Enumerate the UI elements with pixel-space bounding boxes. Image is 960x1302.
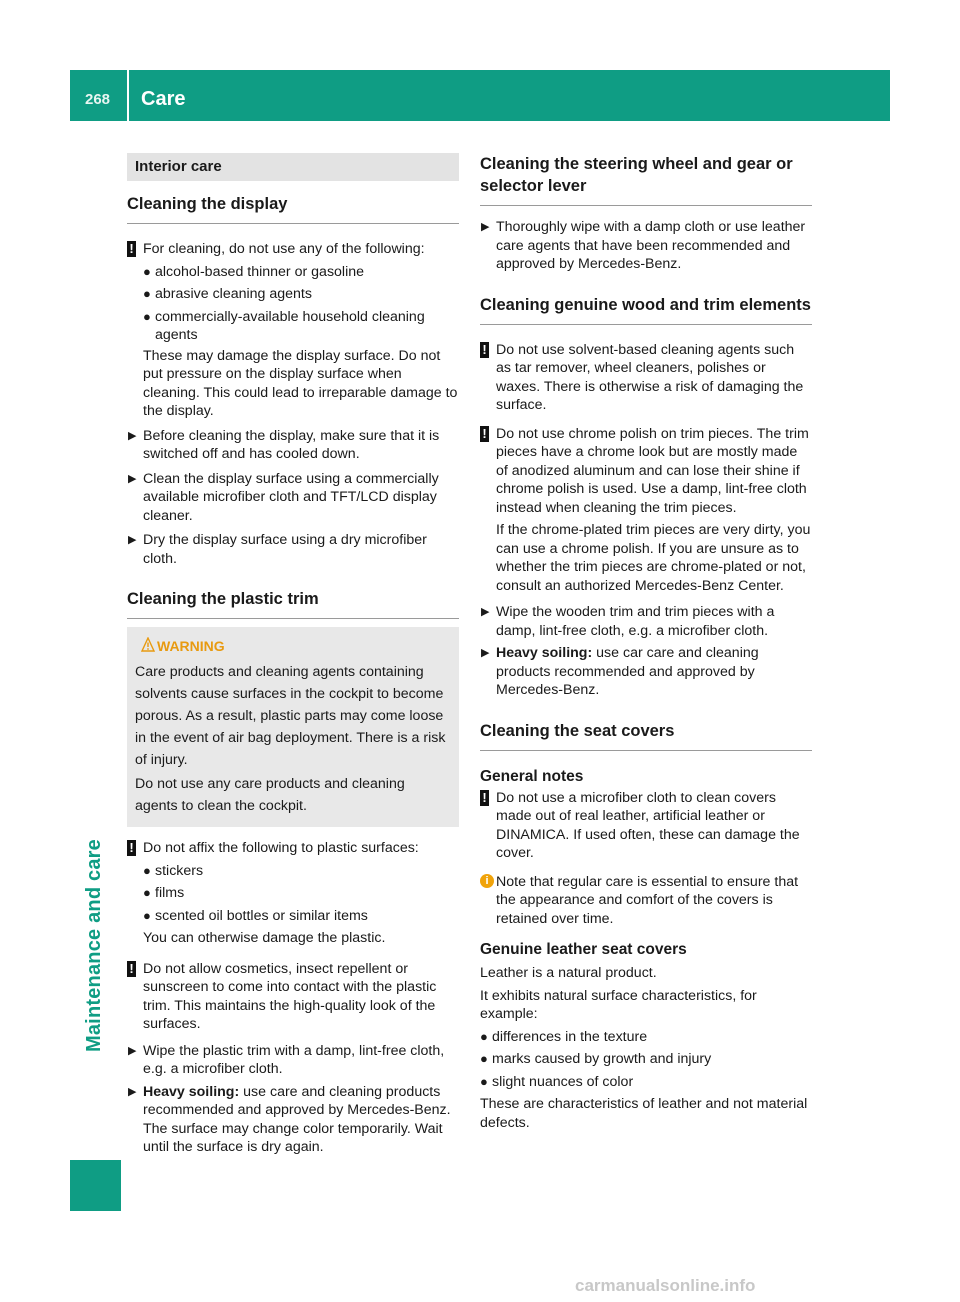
step-item: ▶ Dry the display surface using a dry microfiber cloth. xyxy=(128,532,427,567)
bullet-icon: ● xyxy=(143,308,151,324)
surface-note: The surface may change color temporarily. Wait until the surface is dry again. xyxy=(143,1120,443,1155)
microfiber-warning-note: ! Do not use a microfiber cloth to clean covers made out of real leather, artificial leather or DINAMICA. If used often, these can damage the cover. xyxy=(480,789,812,863)
arrow-right-icon: ▶ xyxy=(128,472,137,485)
arrow-right-icon: ▶ xyxy=(128,429,137,442)
exclamation-icon: ! xyxy=(480,426,489,442)
wood-warning-note: ! Do not use solvent-based cleaning agents such as tar remover, wheel cleaners, polishes or waxes. There is otherwise a risk of damaging the surface. xyxy=(480,341,812,415)
warning-box xyxy=(127,627,459,827)
exclamation-icon: ! xyxy=(127,961,136,977)
step-item: ▶ Thoroughly wipe with a damp cloth or use leather care agents that have been recommended and approved by Mercedes-Benz. xyxy=(481,219,806,272)
leather-text-1: Leather is a natural product. xyxy=(480,965,657,981)
list-item: ● alcohol-based thinner or gasoline xyxy=(143,263,365,280)
display-warning-note xyxy=(127,240,459,259)
heading-genuine-leather: Genuine leather seat covers xyxy=(480,941,687,958)
step-item: ▶ Clean the display surface using a commercially available microfiber cloth and TFT/LCD display cleaner. xyxy=(128,470,439,524)
step-item: ▶ Before cleaning the display, make sure that it is switched off and has cooled down. xyxy=(128,427,440,462)
care-info-note: i Note that regular care is essential to ensure that the appearance and comfort of the covers is retained over time. xyxy=(480,873,812,929)
watermark: carmanualsonline.info xyxy=(575,1276,756,1295)
bullet-icon: ● xyxy=(480,1073,488,1089)
right-column xyxy=(480,153,812,1132)
exclamation-icon: ! xyxy=(480,342,489,358)
leather-text-2: It exhibits natural surface characteristics, for example: xyxy=(480,987,757,1022)
warning-triangle-icon xyxy=(141,637,155,653)
list-item: ● stickers xyxy=(143,862,204,879)
arrow-right-icon: ▶ xyxy=(481,221,490,233)
bullet-icon: ● xyxy=(143,263,151,279)
page-number: 268 xyxy=(85,91,111,108)
list-item: ● commercially-available household cleaning agents xyxy=(143,308,425,343)
exclamation-icon: ! xyxy=(127,840,136,856)
arrow-right-icon: ▶ xyxy=(481,606,490,618)
heading-cleaning-plastic-trim: Cleaning the plastic trim xyxy=(127,588,459,619)
section-band-interior-care: Interior care xyxy=(127,153,459,181)
info-icon: i xyxy=(480,874,494,888)
heading-cleaning-seat-covers: Cleaning the seat covers xyxy=(480,720,812,751)
heading-cleaning-steering-wheel: Cleaning the steering wheel and gear or selector lever xyxy=(480,153,812,206)
leather-text-3: These are characteristics of leather and not material defects. xyxy=(480,1096,808,1131)
list-item: ● differences in the texture xyxy=(480,1028,648,1045)
heading-general-notes: General notes xyxy=(480,767,584,785)
left-column xyxy=(127,153,459,1157)
step-item: ▶ Wipe the wooden trim and trim pieces with a damp, lint-free cloth, e.g. a microfiber cloth. xyxy=(481,604,775,639)
bullet-icon: ● xyxy=(480,1028,488,1044)
step-item: ▶ Heavy soiling: use care and cleaning products recommended and approved by Mercedes-Benz. xyxy=(128,1083,451,1118)
header-bar xyxy=(70,70,890,121)
chrome-warning-continued: If the chrome-plated trim pieces are very dirty, you can use a chrome polish. If you are unsure as to whether the trim pieces are chrome-plated or not, consult an authorized Mercedes-Benz Center. xyxy=(496,522,811,594)
arrow-right-icon: ▶ xyxy=(128,1044,137,1057)
header-divider xyxy=(127,70,129,121)
exclamation-icon: ! xyxy=(127,241,136,257)
affix-outro: You can otherwise damage the plastic. xyxy=(143,930,386,946)
bullet-icon: ● xyxy=(143,885,151,900)
step-item: ▶ Heavy soiling: use car care and cleaning products recommended and approved by Mercedes-Benz. xyxy=(481,645,759,698)
list-item: ● slight nuances of color xyxy=(480,1073,634,1090)
bullet-icon: ● xyxy=(143,862,151,878)
warning-text-1: Care products and cleaning agents containing solvents cause surfaces in the cockpit to become porous. As a result, plastic parts may come loose in the event of air bag deployment. There is a risk of injury. xyxy=(135,664,446,768)
display-warning-intro: For cleaning, do not use any of the following: xyxy=(143,241,425,257)
heading-cleaning-wood-trim: Cleaning genuine wood and trim elements xyxy=(480,294,812,325)
side-section-label: Maintenance and care xyxy=(83,839,105,1052)
list-item: ● films xyxy=(143,885,185,901)
arrow-right-icon: ▶ xyxy=(128,1085,137,1098)
affix-warning-note: ! Do not affix the following to plastic surfaces: xyxy=(127,839,459,858)
bullet-icon: ● xyxy=(143,907,151,923)
arrow-right-icon: ▶ xyxy=(481,647,490,659)
list-item: ● marks caused by growth and injury xyxy=(480,1051,712,1067)
display-warning-text: These may damage the display surface. Do not put pressure on the display surface when cleaning. This could lead to irreparable damage to the display. xyxy=(143,347,458,419)
warning-title: WARNING xyxy=(135,637,451,655)
arrow-right-icon: ▶ xyxy=(128,534,137,546)
bullet-icon: ● xyxy=(480,1051,488,1066)
warning-text-2: Do not use any care products and cleaning agents to clean the cockpit. xyxy=(135,776,405,814)
cosmetics-warning-note: ! Do not allow cosmetics, insect repellent or sunscreen to come into contact with the plastic trim. This maintains the high-quality look of the surfaces. xyxy=(127,960,459,1034)
exclamation-icon: ! xyxy=(480,790,489,806)
page-title: Care xyxy=(141,88,186,110)
heading-cleaning-display: Cleaning the display xyxy=(127,193,459,224)
list-item: ● scented oil bottles or similar items xyxy=(143,907,368,924)
side-tab-marker xyxy=(70,1160,121,1211)
step-item: ▶ Wipe the plastic trim with a damp, lint-free cloth, e.g. a microfiber cloth. xyxy=(128,1042,445,1077)
list-item: ● abrasive cleaning agents xyxy=(143,286,312,302)
chrome-warning-note: ! Do not use chrome polish on trim pieces. The trim pieces have a chrome look but are mostly made of anodized aluminum and can lose their shine if chrome polish is used. Use a damp, lint-free cloth instead when cleaning the trim pieces. xyxy=(480,425,812,518)
bullet-icon: ● xyxy=(143,286,151,301)
